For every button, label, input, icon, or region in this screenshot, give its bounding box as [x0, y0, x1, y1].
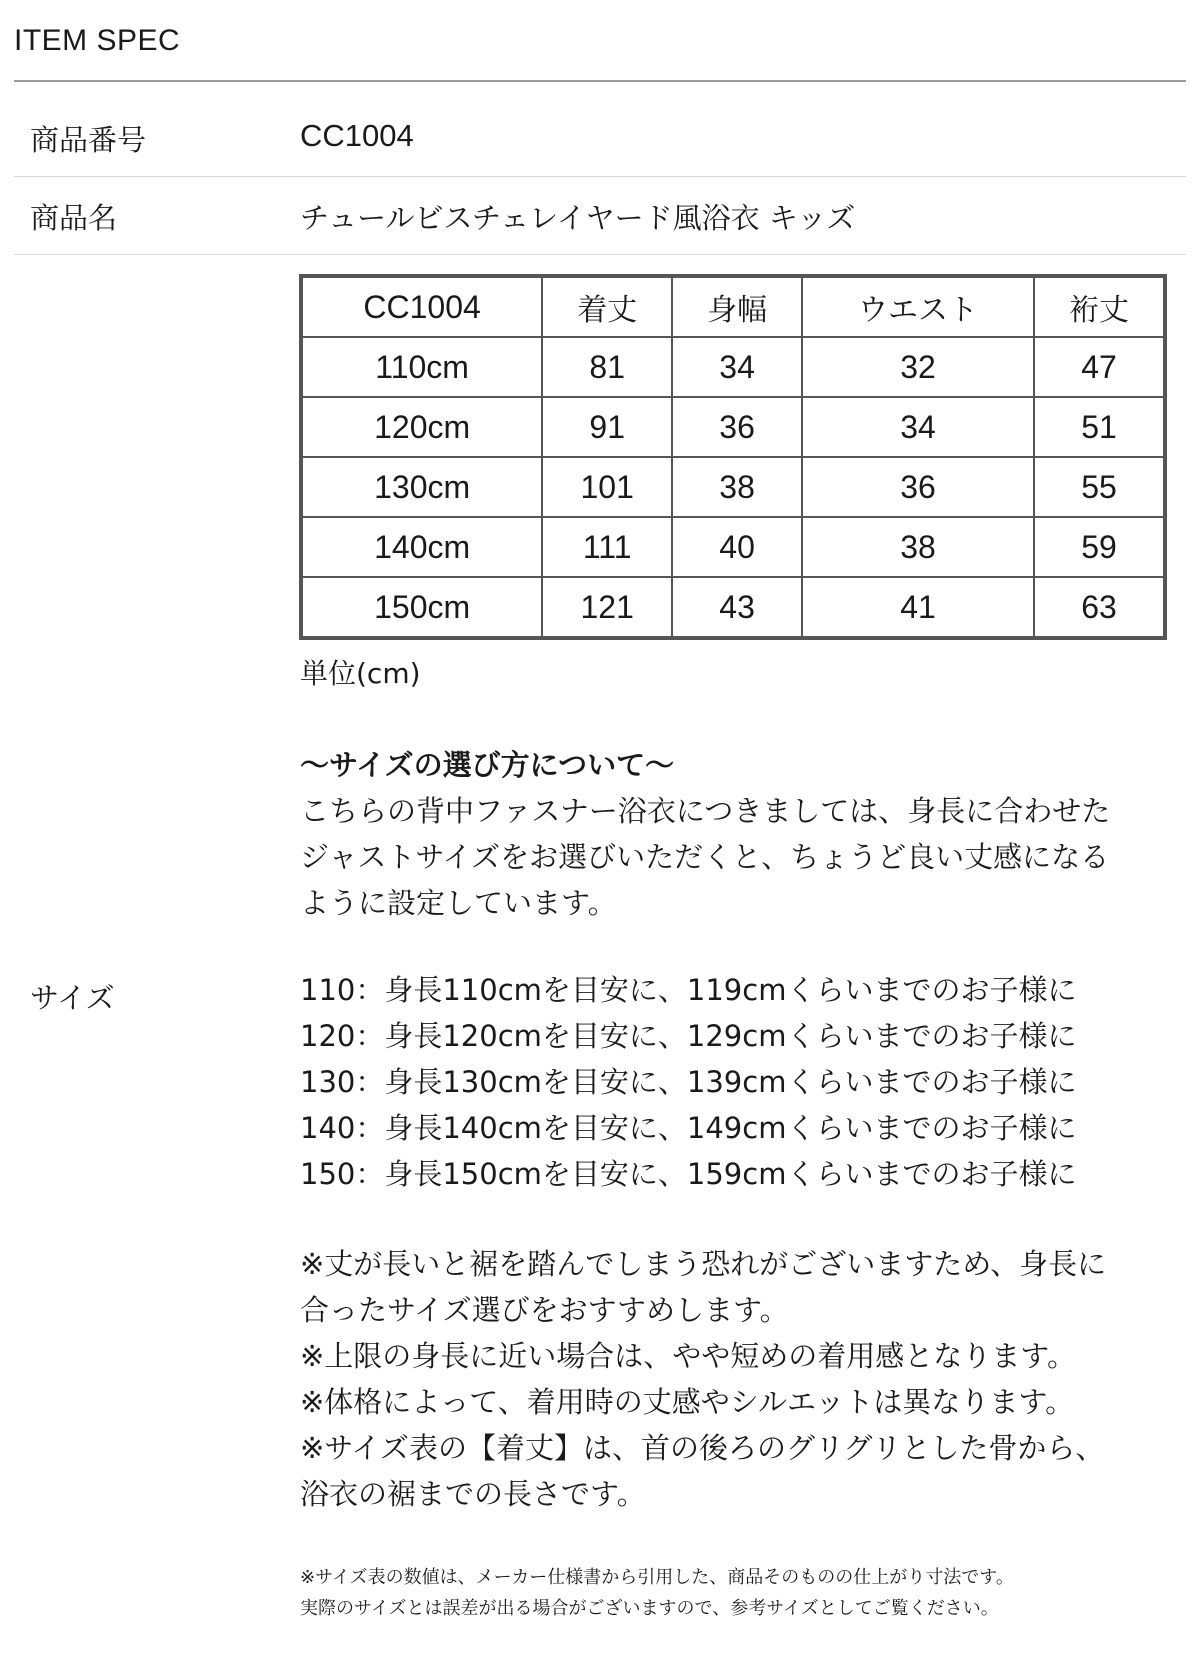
- size-table: [299, 274, 1167, 640]
- item-number-label: 商品番号: [30, 123, 147, 157]
- size-table-cell: 38: [802, 517, 1034, 577]
- row-divider: [14, 176, 1186, 177]
- size-table-cell: 41: [802, 577, 1034, 637]
- size-table-cell: 55: [1034, 457, 1164, 517]
- size-table-cell: 43: [672, 577, 802, 637]
- note-line: 合ったサイズ選びをおすすめします。: [300, 1293, 789, 1327]
- item-name-value: チュールビスチェレイヤード風浴衣 キッズ: [300, 201, 856, 235]
- size-table-row: [302, 457, 1164, 517]
- size-label: サイズ: [30, 981, 115, 1015]
- size-table-cell: 120cm: [302, 397, 542, 457]
- footnote-line: ※サイズ表の数値は、メーカー仕様書から引用した、商品そのものの仕上がり寸法です。: [300, 1567, 1014, 1588]
- size-table-cell: 32: [802, 337, 1034, 397]
- size-list-item: 130：身長130cmを目安に、139cmくらいまでのお子様に: [300, 1065, 1077, 1099]
- size-guide: [300, 742, 1110, 926]
- size-list-item: 110：身長110cmを目安に、119cmくらいまでのお子様に: [300, 973, 1077, 1007]
- size-table-cell: 34: [672, 337, 802, 397]
- size-list: [300, 967, 1076, 1197]
- size-table-cell: 36: [672, 397, 802, 457]
- title-divider: [14, 80, 1186, 82]
- size-table-cell: 34: [802, 397, 1034, 457]
- size-table-cell: 40: [672, 517, 802, 577]
- note-line: ※サイズ表の【着丈】は、首の後ろのグリグリとした骨から、: [300, 1431, 1105, 1465]
- note-line: 浴衣の裾までの長さです。: [300, 1477, 646, 1511]
- size-table-unit: 単位(cm): [300, 657, 421, 690]
- size-guide-line: ように設定しています。: [300, 886, 617, 920]
- size-table-header-cell: ウエスト: [802, 277, 1034, 337]
- footnote-line: 実際のサイズとは誤差が出る場合がございますので、参考サイズとしてご覧ください。: [300, 1598, 999, 1619]
- size-table-cell: 91: [542, 397, 672, 457]
- size-guide-line: ジャストサイズをお選びいただくと、ちょうど良い丈感になる: [300, 840, 1110, 874]
- size-table-header-cell: 裄丈: [1034, 277, 1164, 337]
- footnote: [300, 1562, 1014, 1624]
- size-guide-heading: 〜サイズの選び方について〜: [300, 748, 675, 782]
- size-table-header-cell: 着丈: [542, 277, 672, 337]
- size-table-cell: 36: [802, 457, 1034, 517]
- size-list-item: 150：身長150cmを目安に、159cmくらいまでのお子様に: [300, 1157, 1077, 1191]
- size-table-cell: 130cm: [302, 457, 542, 517]
- size-table-row: [302, 337, 1164, 397]
- size-table-row: [302, 577, 1164, 637]
- size-table-cell: 47: [1034, 337, 1164, 397]
- size-table-header-cell: CC1004: [302, 277, 542, 337]
- size-table-cell: 81: [542, 337, 672, 397]
- size-table-cell: 51: [1034, 397, 1164, 457]
- size-table-cell: 111: [542, 517, 672, 577]
- page-title: ITEM SPEC: [14, 24, 181, 57]
- size-table-header-row: [302, 277, 1164, 337]
- size-table-cell: 150cm: [302, 577, 542, 637]
- item-number-value: CC1004: [300, 118, 414, 153]
- note-line: ※上限の身長に近い場合は、やや短めの着用感となります。: [300, 1339, 1076, 1373]
- size-table-cell: 110cm: [302, 337, 542, 397]
- size-table-cell: 59: [1034, 517, 1164, 577]
- size-table-cell: 121: [542, 577, 672, 637]
- size-list-item: 140：身長140cmを目安に、149cmくらいまでのお子様に: [300, 1111, 1077, 1145]
- size-table-cell: 140cm: [302, 517, 542, 577]
- size-table-cell: 63: [1034, 577, 1164, 637]
- size-notes: [300, 1241, 1106, 1517]
- size-table-row: [302, 517, 1164, 577]
- size-guide-line: こちらの背中ファスナー浴衣につきましては、身長に合わせた: [300, 794, 1111, 828]
- note-line: ※体格によって、着用時の丈感やシルエットは異なります。: [300, 1385, 1075, 1419]
- size-table-cell: 38: [672, 457, 802, 517]
- size-table-row: [302, 397, 1164, 457]
- item-name-label: 商品名: [30, 201, 118, 235]
- row-divider: [14, 254, 1186, 255]
- size-list-item: 120：身長120cmを目安に、129cmくらいまでのお子様に: [300, 1019, 1077, 1053]
- note-line: ※丈が長いと裾を踏んでしまう恐れがございますため、身長に: [300, 1247, 1107, 1281]
- size-table-header-cell: 身幅: [672, 277, 802, 337]
- size-table-cell: 101: [542, 457, 672, 517]
